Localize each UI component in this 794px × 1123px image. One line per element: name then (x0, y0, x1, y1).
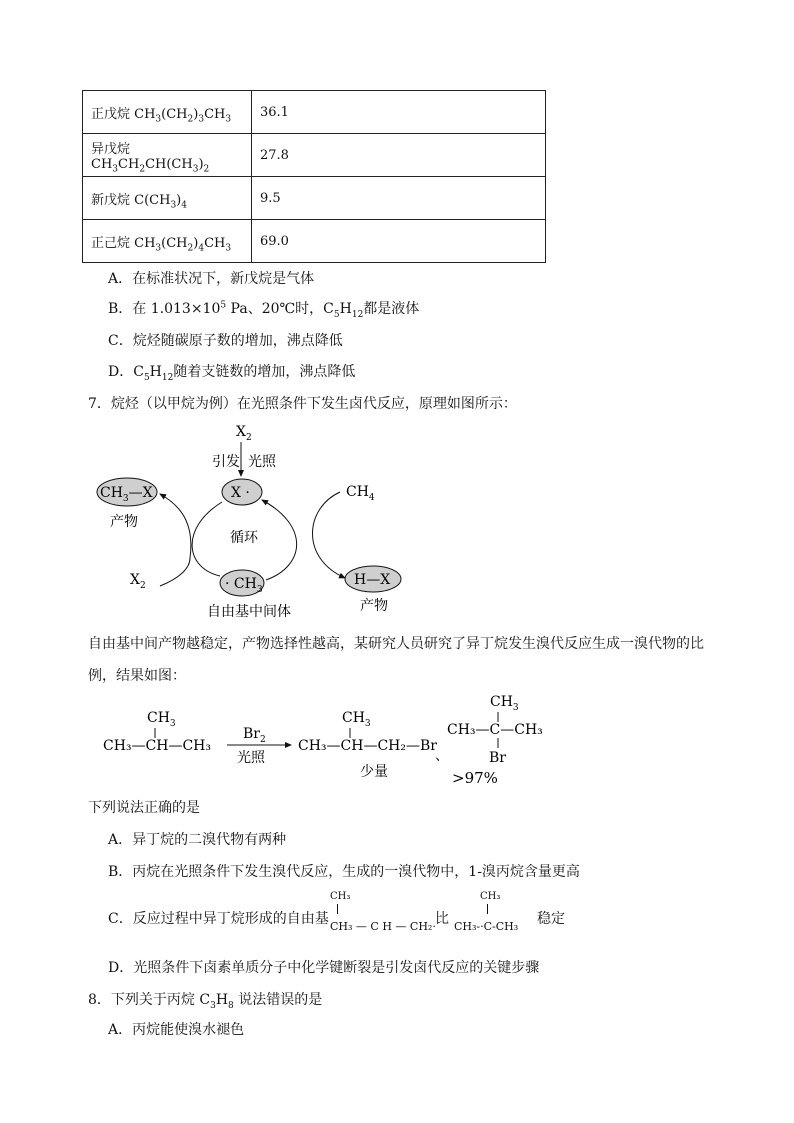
q7-paragraph-line-2: 例，结果如图： (88, 668, 186, 684)
table-row (83, 220, 546, 263)
compound-name-cell: 正己烷 $CH_3(CH_2)_4CH_3$ (83, 220, 252, 263)
q6-option-c: C．烷烃随碳原子数的增加，沸点降低 (108, 333, 343, 349)
compound-name-cell: 正戊烷 $CH_3(CH_2)_3CH_3$ (83, 91, 252, 134)
q7-question: 下列说法正确的是 (88, 800, 200, 816)
q6-option-a: A．在标准状况下，新戊烷是气体 (108, 271, 315, 287)
boiling-point-cell: 9.5 (252, 177, 546, 220)
product1-methyl: $CH_3$ (342, 710, 371, 729)
bromination-reaction-scheme (95, 690, 565, 790)
initiate-label: 引发 (212, 454, 240, 470)
q7-option-c-stable: 稳定 (537, 911, 565, 927)
light-label: 光照 (248, 454, 276, 470)
right-arrow-to-hx (313, 492, 346, 578)
product-label-1: 产物 (110, 514, 138, 530)
q7-paragraph-line-1: 自由基中间产物越稳定，产物选择性越高，某研究人员研究了异丁烷发生溴代反应生成一溴代物的比 (88, 636, 704, 652)
product1-amount: 少量 (360, 764, 388, 780)
compound-name-cell: 新戊烷 $C(CH_3)_4$ (83, 177, 252, 220)
left-arrow-to-ch3x (160, 494, 191, 558)
radical-2-formula: CH₃-·C-CH₃ (454, 920, 519, 933)
q6-option-b: B．在 $1.013\times 10^5$ Pa、20℃时，$C_5H_{12}$都是液体 (108, 300, 420, 320)
product1-formula: CH₃—CH—CH₂—Br (298, 738, 437, 754)
q8-option-a: A．丙烷能使溴水褪色 (108, 1022, 245, 1038)
intermediate-label: 自由基中间体 (207, 604, 291, 620)
radical-1-methyl: CH₃ (330, 891, 351, 902)
separator: 、 (435, 748, 449, 764)
table-row (83, 177, 546, 220)
cycle-left-arc (192, 502, 222, 576)
q7-option-b: B．丙烷在光照条件下发生溴代反应，生成的一溴代物中，1-溴丙烷含量更高 (108, 864, 580, 880)
reactant-isobutane: CH₃—CH—CH₃ (103, 738, 211, 754)
cycle-right-arc (262, 500, 297, 580)
boiling-point-table (82, 90, 546, 263)
x2-top-label: $X_2$ (236, 424, 252, 443)
cycle-label: 循环 (230, 530, 258, 546)
boiling-point-cell: 69.0 (252, 220, 546, 263)
product-label-2: 产物 (360, 598, 388, 614)
product2-methyl: $CH_3$ (490, 694, 519, 713)
q7-option-d: D．光照条件下卤素单质分子中化学键断裂是引发卤代反应的关键步骤 (108, 960, 540, 976)
halogenation-cycle-diagram (90, 418, 420, 623)
hx-label: H—X (354, 572, 391, 588)
compound-name-cell: 异戊烷 $CH_3CH_2CH(CH_3)_2$ (83, 134, 252, 177)
condition-light: 光照 (237, 750, 265, 766)
product2-bromine: Br (489, 750, 506, 766)
x2-input-arc (160, 558, 190, 586)
boiling-point-cell: 27.8 (252, 134, 546, 177)
ch3x-label: $CH_3—X$ (100, 485, 153, 504)
product2-formula: CH₃—C—CH₃ (447, 722, 543, 738)
table-row (83, 91, 546, 134)
q7-option-a: A．异丁烷的二溴代物有两种 (108, 832, 287, 848)
radical-2-methyl: CH₃ (480, 891, 501, 902)
x-radical-label: X · (231, 485, 250, 501)
q7-option-c-text: C．反应过程中异丁烷形成的自由基 (108, 911, 329, 927)
table-row (83, 134, 546, 177)
q7-stem: 7．烷烃（以甲烷为例）在光照条件下发生卤代反应，原理如图所示： (88, 396, 517, 412)
radical-2-bond (487, 904, 488, 914)
radical-1-bond (337, 904, 338, 914)
q7-option-c-compare: 比 (435, 911, 449, 927)
product2-amount: >97% (452, 769, 498, 787)
ch4-label: $CH_4$ (346, 484, 375, 503)
reactant-methyl: $CH_3$ (147, 710, 176, 729)
q8-stem: 8．下列关于丙烷 $C_3H_8$ 说法错误的是 (88, 992, 323, 1011)
boiling-point-cell: 36.1 (252, 91, 546, 134)
q6-option-d: D．$C_5H_{12}$随着支链数的增加，沸点降低 (108, 364, 356, 383)
radical-1-formula: CH₃ — C H — CH₂· (330, 920, 436, 933)
reagent-br2: $Br_2$ (243, 726, 266, 745)
x2-left-label: $X_2$ (130, 572, 146, 591)
ch3-radical-label: · $CH_3$ (225, 576, 263, 595)
